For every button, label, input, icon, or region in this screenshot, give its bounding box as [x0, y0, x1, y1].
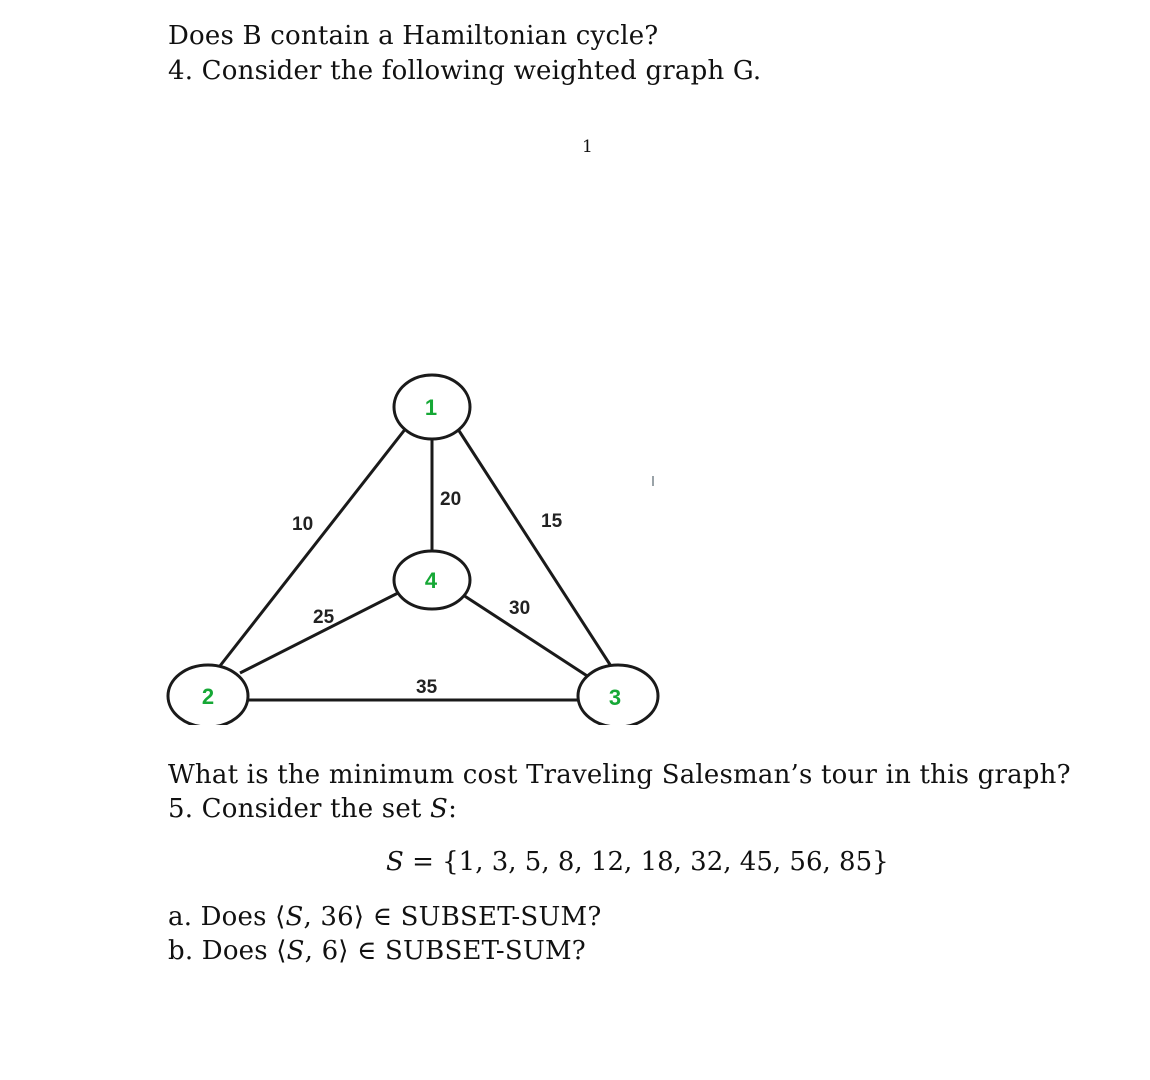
edge-1-2: [216, 423, 410, 671]
edge-2-4: [240, 593, 398, 673]
node-1-label: 1: [424, 395, 438, 420]
part-a-var: S: [285, 902, 304, 932]
node-2-label: 2: [201, 684, 215, 709]
edge-weight-4-3: 30: [509, 598, 531, 619]
part-b-question: [168, 934, 586, 968]
part-b-prefix: b. Does ⟨: [168, 936, 287, 966]
part-b-suffix: , 6⟩ ∈ SUBSET-SUM?: [304, 936, 586, 966]
edge-weight-1-3: 15: [541, 511, 563, 532]
edge-weight-2-4: 25: [313, 607, 335, 628]
problem-5-intro-prefix: 5. Consider the set: [168, 794, 431, 824]
problem-5-intro: [168, 792, 457, 826]
node-4-label: 4: [424, 568, 438, 593]
node-3-label: 3: [608, 685, 622, 710]
problem-5-set-variable: S: [430, 794, 449, 824]
part-a-question: [168, 900, 602, 934]
set-rhs: = {1, 3, 5, 8, 12, 18, 32, 45, 56, 85}: [403, 847, 889, 877]
weighted-graph-g: [160, 365, 680, 725]
page-number: 1: [582, 137, 593, 157]
part-b-var: S: [286, 936, 305, 966]
problem-4-intro: 4. Consider the following weighted graph G.: [168, 56, 762, 86]
edge-1-3: [454, 423, 618, 677]
edge-weight-2-3: 35: [416, 677, 438, 698]
edge-weight-1-2: 10: [292, 514, 314, 535]
problem-5-intro-suffix: :: [448, 794, 458, 824]
question-b-hamiltonian: Does B contain a Hamiltonian cycle?: [168, 21, 659, 51]
scan-speck: [652, 476, 654, 486]
tsp-question: What is the minimum cost Traveling Salesman’s tour in this graph?: [168, 760, 1071, 790]
part-a-prefix: a. Does ⟨: [168, 902, 286, 932]
edge-weight-1-4: 20: [440, 489, 462, 510]
part-a-suffix: , 36⟩ ∈ SUBSET-SUM?: [303, 902, 602, 932]
set-definition: [386, 845, 889, 879]
set-lhs: S: [386, 847, 404, 877]
